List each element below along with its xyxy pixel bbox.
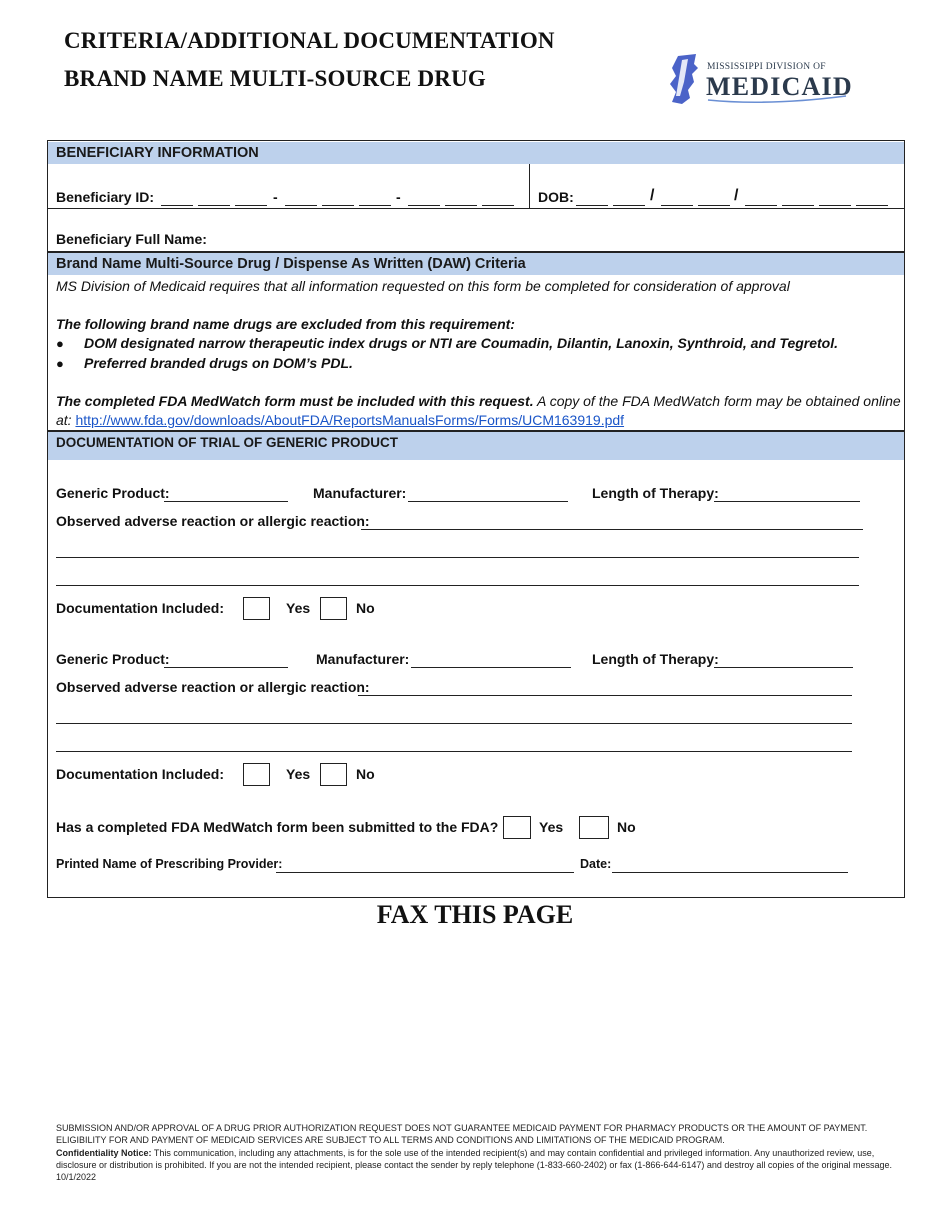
medwatch-question: Has a completed FDA MedWatch form been submitted to the FDA? (56, 819, 499, 835)
id-separator: - (396, 189, 401, 205)
form-title-line1: CRITERIA/ADDITIONAL DOCUMENTATION (64, 28, 555, 53)
id-separator: - (273, 189, 278, 205)
yes-label: Yes (286, 600, 311, 616)
dob-year-field[interactable] (856, 205, 888, 206)
form-revision-date: 10/1/2022 (56, 1172, 97, 1183)
medwatch-instructions (56, 393, 901, 409)
criteria-heading: Brand Name Multi-Source Drug / Dispense As Written (DAW) Criteria (56, 256, 526, 272)
dob-label: DOB: (538, 189, 574, 205)
confidentiality-notice (56, 1147, 906, 1172)
footer-line2: ELIGIBILITY FOR AND PAYMENT OF MEDICAID SERVICES ARE SUBJECT TO ALL TERMS AND CONDITIONS AND LIMITATIONS OF THE MEDICAID PROGRAM. (56, 1135, 725, 1146)
excluded-heading: The following brand name drugs are excluded from this requirement: (56, 316, 515, 332)
divider (48, 208, 904, 209)
beneficiary-id-field[interactable] (161, 205, 193, 206)
trial-heading: DOCUMENTATION OF TRIAL OF GENERIC PRODUCT (56, 435, 398, 450)
generic-product-field[interactable] (164, 667, 288, 668)
confidentiality-text: This communication, including any attachments, is for the sole use of the intended recipient(s) and may contain confidential and privileged information. Any unauthorized review, use, disclosure or distribution is prohibited. If you are not the intended recipient, please contact the sender by reply telephone (1-833-660-2402) or fax (1-866-644-6147) and destroy all copies of the original message. (56, 1147, 892, 1170)
logo-small-text: MISSISSIPPI DIVISION OF (707, 62, 826, 72)
confidentiality-label: Confidentiality Notice: (56, 1147, 152, 1158)
reaction-field[interactable] (358, 695, 852, 696)
footer-disclaimer (56, 1122, 906, 1183)
dob-month-field[interactable] (613, 205, 645, 206)
beneficiary-id-label: Beneficiary ID: (56, 189, 155, 205)
trial-heading-band (48, 432, 904, 460)
manufacturer-field[interactable] (411, 667, 571, 668)
length-of-therapy-label: Length of Therapy: (592, 651, 719, 667)
reaction-field[interactable] (56, 723, 852, 724)
date-field[interactable] (612, 872, 848, 873)
footer-line1: SUBMISSION AND/OR APPROVAL OF A DRUG PRIOR AUTHORIZATION REQUEST DOES NOT GUARANTEE MEDICAID PAYMENT FOR PHARMACY PRODUCTS OR THE AMOUNT OF PAYMENT. (56, 1123, 868, 1133)
full-name-label: Beneficiary Full Name: (56, 231, 207, 247)
medwatch-no-checkbox[interactable] (579, 816, 609, 839)
criteria-heading-band (48, 253, 904, 275)
logo-main-text: MEDICAID (706, 72, 853, 101)
documentation-no-checkbox[interactable] (320, 763, 347, 786)
beneficiary-id-field[interactable] (445, 205, 477, 206)
medwatch-yes-checkbox[interactable] (503, 816, 531, 839)
length-of-therapy-field[interactable] (714, 667, 853, 668)
reaction-label: Observed adverse reaction or allergic reaction: (56, 679, 370, 695)
yes-label: Yes (286, 766, 311, 782)
beneficiary-id-field[interactable] (482, 205, 514, 206)
excluded-item: Preferred branded drugs on DOM’s PDL. (84, 355, 353, 371)
beneficiary-id-field[interactable] (359, 205, 391, 206)
manufacturer-label: Manufacturer: (313, 485, 407, 501)
length-of-therapy-field[interactable] (714, 501, 860, 502)
dob-year-field[interactable] (819, 205, 851, 206)
manufacturer-label: Manufacturer: (316, 651, 410, 667)
bullet-icon: ● (56, 336, 64, 351)
documentation-yes-checkbox[interactable] (243, 763, 270, 786)
beneficiary-id-field[interactable] (408, 205, 440, 206)
form-container (47, 140, 905, 898)
fax-this-page-heading: FAX THIS PAGE (376, 900, 574, 929)
beneficiary-id-field[interactable] (285, 205, 317, 206)
dob-year-field[interactable] (745, 205, 777, 206)
beneficiary-heading: BENEFICIARY INFORMATION (56, 145, 259, 161)
medwatch-form-link[interactable]: http://www.fda.gov/downloads/AboutFDA/ReportsManualsForms/Forms/UCM163919.pdf (75, 412, 625, 428)
generic-product-label: Generic Product: (56, 651, 170, 667)
excluded-item: DOM designated narrow therapeutic index drugs or NTI are Coumadin, Dilantin, Lanoxin, Synthroid, and Tegretol. (84, 335, 839, 351)
beneficiary-id-field[interactable] (198, 205, 230, 206)
date-label: Date: (580, 857, 612, 871)
criteria-intro: MS Division of Medicaid requires that all information requested on this form be completed for consideration of approval (56, 278, 790, 294)
reaction-field[interactable] (361, 529, 863, 530)
no-label: No (617, 819, 636, 835)
documentation-yes-checkbox[interactable] (243, 597, 270, 620)
no-label: No (356, 600, 375, 616)
dob-separator: / (734, 187, 739, 204)
provider-name-label: Printed Name of Prescribing Provider: (56, 857, 283, 871)
reaction-field[interactable] (56, 585, 859, 586)
reaction-label: Observed adverse reaction or allergic reaction: (56, 513, 370, 529)
manufacturer-field[interactable] (408, 501, 568, 502)
medwatch-bold-text: The completed FDA MedWatch form must be included with this request. (56, 393, 534, 409)
documentation-included-label: Documentation Included: (56, 600, 224, 616)
reaction-field[interactable] (56, 557, 859, 558)
medwatch-rest-text: A copy of the FDA MedWatch form may be obtained online (533, 393, 901, 409)
length-of-therapy-label: Length of Therapy: (592, 485, 719, 501)
medwatch-link-line (56, 412, 624, 428)
dob-month-field[interactable] (576, 205, 608, 206)
dob-separator: / (650, 187, 655, 204)
generic-product-field[interactable] (164, 501, 288, 502)
generic-product-label: Generic Product: (56, 485, 170, 501)
no-label: No (356, 766, 375, 782)
beneficiary-id-field[interactable] (322, 205, 354, 206)
dob-day-field[interactable] (661, 205, 693, 206)
dob-day-field[interactable] (698, 205, 730, 206)
beneficiary-id-field[interactable] (235, 205, 267, 206)
medwatch-at-text: at: (56, 412, 76, 428)
reaction-field[interactable] (56, 751, 852, 752)
form-title-line2: BRAND NAME MULTI-SOURCE DRUG (64, 66, 486, 91)
beneficiary-heading-band (48, 142, 904, 164)
divider (529, 164, 530, 208)
documentation-no-checkbox[interactable] (320, 597, 347, 620)
bullet-icon: ● (56, 356, 64, 371)
documentation-included-label: Documentation Included: (56, 766, 224, 782)
dob-year-field[interactable] (782, 205, 814, 206)
provider-name-field[interactable] (276, 872, 574, 873)
yes-label: Yes (539, 819, 564, 835)
